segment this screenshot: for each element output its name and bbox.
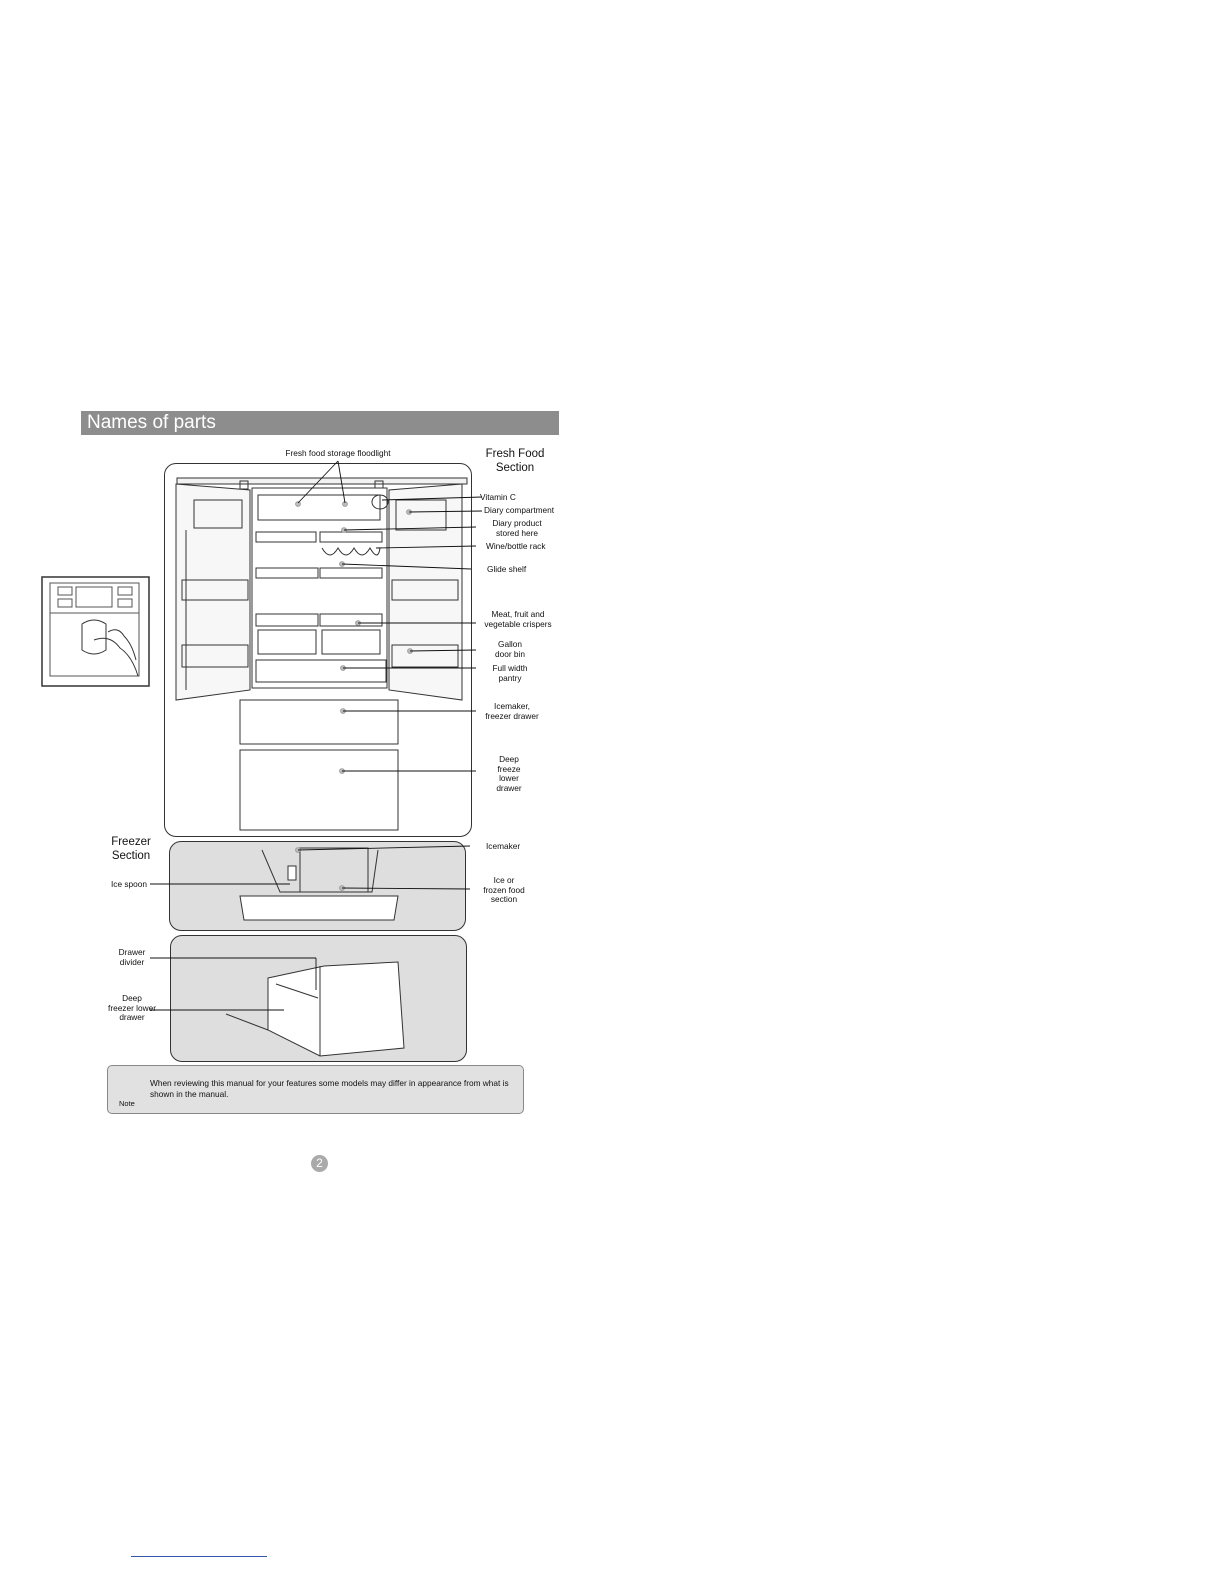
label-glide-shelf: Glide shelf — [487, 564, 527, 574]
note-box — [107, 1065, 524, 1114]
fresh-food-section-label: Fresh Food Section — [485, 448, 545, 474]
label-ice-spoon: Ice spoon — [111, 879, 147, 889]
label-gallon-bin: Gallon door bin — [495, 639, 525, 659]
footer-link-line — [131, 1556, 267, 1557]
note-text: When reviewing this manual for your features some models may differ in appearance from what is shown in the manual. — [150, 1078, 509, 1099]
label-pantry: Full width pantry — [492, 663, 528, 683]
freezer-section-label: Freezer Section — [111, 836, 151, 862]
label-drawer-divider: Drawer divider — [118, 947, 146, 967]
page-number: 2 — [311, 1155, 328, 1172]
label-floodlight: Fresh food storage floodlight — [285, 448, 391, 458]
label-icemaker: Icemaker — [486, 841, 521, 851]
label-icemaker-drawer: Icemaker, freezer drawer — [485, 701, 539, 721]
page-title: Names of parts — [87, 412, 216, 433]
label-ice-section: Ice or frozen food section — [483, 875, 525, 904]
label-deep-freezer-lower: Deep freezer lower drawer — [108, 993, 156, 1022]
label-crispers: Meat, fruit and vegetable crispers — [484, 609, 552, 629]
label-diary-compartment: Diary compartment — [484, 505, 555, 515]
label-deep-freeze: Deep freeze lower drawer — [496, 754, 522, 793]
label-diary-product: Diary product stored here — [492, 518, 542, 538]
note-label: Note — [119, 1099, 135, 1108]
label-wine-rack: Wine/bottle rack — [486, 541, 546, 551]
label-vitamin-c: Vitamin C — [480, 492, 516, 502]
